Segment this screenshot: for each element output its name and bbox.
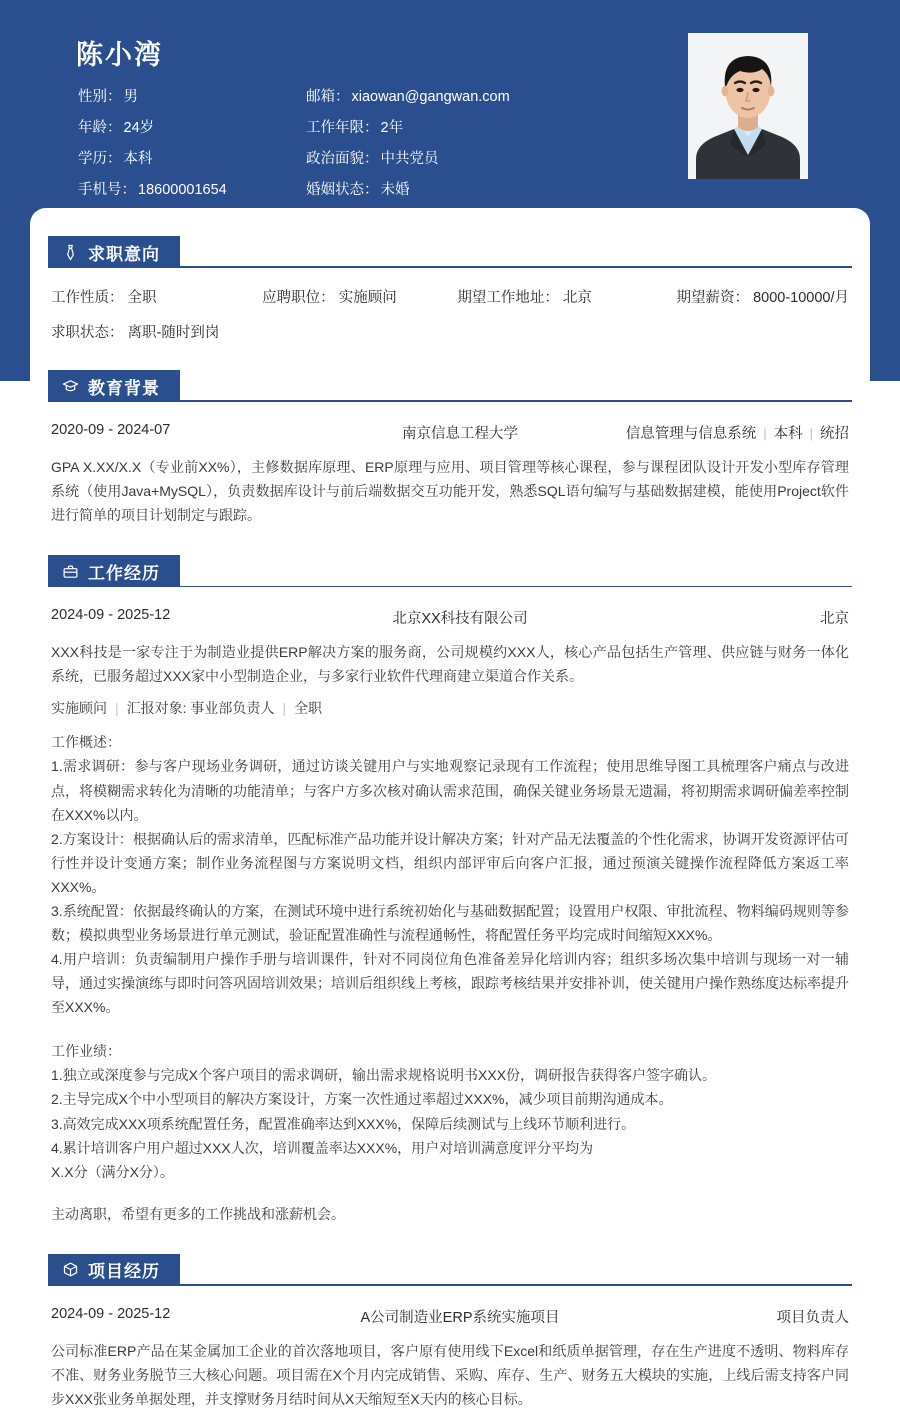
project-description: 公司标准ERP产品在某金属加工企业的首次落地项目，客户原有使用线下Excel和纸质单据管理，存在生产进度不透明、物料库存不准、财务业务脱节三大核心问题。项目需在X个月内完成销售、采购、库存、生产、财务五大模块的实施，上线后需支持客户同步XXX张业务单据处理，并支撑财务月结时间从X天缩短至X天内的核心目标。 [51,1342,849,1408]
project-date: 2024-09 - 2025-12 [51,1305,171,1322]
education-major: 信息管理与信息系统 [625,426,757,442]
work-overview-item: 1.需求调研：参与客户现场业务调研，通过访谈关键用户与实地观察记录现有工作流程；使用思维导图工具梳理客户痛点与改进点，将模糊需求转化为清晰的功能清单；与客户方多次核对确认需求范围，确保关键业务场景无遗漏，将初期需求调研偏差率控制在XXX%以内。 [51,758,849,823]
info-age [78,116,306,137]
info-phone-value: 18600001654 [138,182,227,198]
section-header-intention [48,236,852,268]
work-overview-item: 4.用户培训：负责编制用户操作手册与培训课件，针对不同岗位角色准备差异化培训内容；组织多场次集中培训与现场一对一辅导，通过实操演练与即时问答巩固培训效果；培训后组织线上考核，跟踪考核结果并安排补训，使关键用户操作熟练度达标率提升至XXX%。 [51,951,849,1016]
section-title-education [48,370,180,402]
work-date: 2024-09 - 2025-12 [51,607,171,624]
project-role: 项目负责人 [776,1309,849,1326]
work-tag-role: 实施顾问 [51,700,107,717]
info-marital-value: 未婚 [380,182,410,198]
info-political-value: 中共党员 [380,151,439,167]
work-company: 北京XX科技有限公司 [392,611,528,628]
intention-job-nature: 工作性质： 全职 [51,290,157,306]
work-achievement-item: 1.独立或深度参与完成X个客户项目的需求调研，输出需求规格说明书XXX份，调研报告获得客户签字确认。 [51,1067,717,1084]
info-experience [306,116,606,137]
work-overview-item: 3.系统配置：依据最终确认的方案，在测试环境中进行系统初始化与基础数据配置；设置用户权限、审批流程、物料编码规则等参数；模拟典型业务场景进行单元测试，验证配置准确性与流程通畅性，将配置任务平均完成时间缩短XXX%。 [51,902,849,944]
education-entry-head [51,422,849,443]
info-degree-label: 学历： [78,151,122,167]
info-age-value: 24岁 [123,120,155,136]
section-label: 教育背景 [88,378,160,398]
graduation-cap-icon [62,378,79,395]
intention-row-2 [51,321,849,342]
info-email-value: xiaowan@gangwan.com [351,89,510,105]
box-icon [62,1261,79,1278]
info-marital-label: 婚姻状态： [306,182,379,198]
education-school: 南京信息工程大学 [402,426,518,442]
work-achievement-item: 3.高效完成XXX项系统配置任务，配置准确率达到XXX%，保障后续测试与上线环节顺利进行。 [51,1115,636,1132]
work-overview-title: 工作概述： [51,734,121,751]
spacer [51,1019,849,1027]
info-experience-value: 2年 [380,120,404,136]
section-header-education [48,370,852,402]
project-entry-head [51,1306,849,1327]
info-phone [78,178,306,199]
education-degree: 本科 [773,426,803,442]
intention-location: 期望工作地址： 北京 [457,290,592,306]
section-header-work [48,555,852,587]
info-experience-label: 工作年限： [306,120,379,136]
info-email [306,85,606,106]
intention-position: 应聘职位： 实施顾问 [262,290,397,306]
candidate-name: 陈小湾 [76,40,163,70]
info-gender-label: 性别： [78,89,122,105]
work-achievement-item: 4.累计培训客户用户超过XXX人次，培训覆盖率达XXX%，用户对培训满意度评分平均为 [51,1139,594,1156]
intention-status: 求职状态： 离职-随时到岗 [51,325,220,341]
education-description: GPA X.XX/X.X（专业前XX%），主修数据库原理、ERP原理与应用、项目管理等核心课程，参与课程团队设计开发小型库存管理系统（使用Java+MySQL），负责数据库设计与前后端数据交互功能开发，熟悉SQL语句编写与基础数据建模，能使用Project软件进行简单的项目计划制定与跟踪。 [51,459,849,524]
personal-info-grid [78,80,638,204]
info-row [78,111,638,142]
work-achievement-title: 工作业绩： [51,1043,121,1060]
section-header-project [48,1254,852,1286]
resume-card [30,208,870,1411]
info-political-label: 政治面貌： [306,151,379,167]
section-title-intention [48,236,180,268]
intention-row-1 [51,286,849,307]
tag-divider: | [282,700,287,717]
header-content [0,0,900,208]
meta-divider: | [763,426,767,441]
section-label: 工作经历 [88,563,160,583]
work-leave-reason: 主动离职，希望有更多的工作挑战和涨薪机会。 [51,1205,345,1222]
necktie-icon [62,244,79,261]
info-gender [78,85,306,106]
education-date: 2020-09 - 2024-07 [51,422,171,438]
section-body-education [48,422,852,527]
info-row [78,173,638,204]
info-degree-value: 本科 [123,151,153,167]
work-tag-report: 汇报对象: 事业部负责人 [126,700,275,717]
education-type: 统招 [820,426,849,442]
intention-salary: 期望薪资： 8000-10000/月 [676,290,850,306]
info-phone-label: 手机号： [78,182,136,198]
tag-divider: | [115,700,119,717]
info-email-label: 邮箱： [306,89,350,105]
section-body-project [48,1306,852,1411]
avatar [688,33,808,179]
work-entry-head [51,607,849,628]
section-title-project [48,1254,180,1286]
info-gender-value: 男 [123,89,138,105]
work-tag-nature: 全职 [294,700,323,717]
briefcase-icon [62,563,79,580]
work-achievement-item: X.X分（满分X分）。 [51,1163,174,1180]
education-meta [569,422,849,443]
info-political [306,147,606,168]
project-name: A公司制造业ERP系统实施项目 [360,1309,560,1326]
section-body-work [48,607,852,1226]
info-degree [78,147,306,168]
info-marital [306,178,606,199]
section-body-intention [48,286,852,342]
work-company-intro: XXX科技是一家专注于为制造业提供ERP解决方案的服务商，公司规模约XXX人，核心产品包括生产管理、供应链与财务一体化系统，已服务超过XXX家中小型制造企业，与多家行业软件代理商建立渠道合作关系。 [51,644,849,685]
meta-divider: | [809,426,813,441]
section-title-work [48,555,180,587]
work-achievement-item: 2.主导完成X个中小型项目的解决方案设计，方案一次性通过率超过XXX%，减少项目前期沟通成本。 [51,1091,673,1108]
work-location: 北京 [820,611,849,628]
work-tags [51,698,849,718]
section-label: 求职意向 [88,244,160,264]
info-row [78,80,638,111]
info-age-label: 年龄： [78,120,122,136]
work-overview-item: 2.方案设计：根据确认后的需求清单，匹配标准产品功能并设计解决方案；针对产品无法覆盖的个性化需求，协调开发资源评估可行性并设计变通方案；制作业务流程图与方案说明文档，组织内部评审后向客户汇报，通过预演关键操作流程降低方案返工率XXX%。 [51,830,849,895]
info-row [78,142,638,173]
section-label: 项目经历 [88,1262,160,1282]
